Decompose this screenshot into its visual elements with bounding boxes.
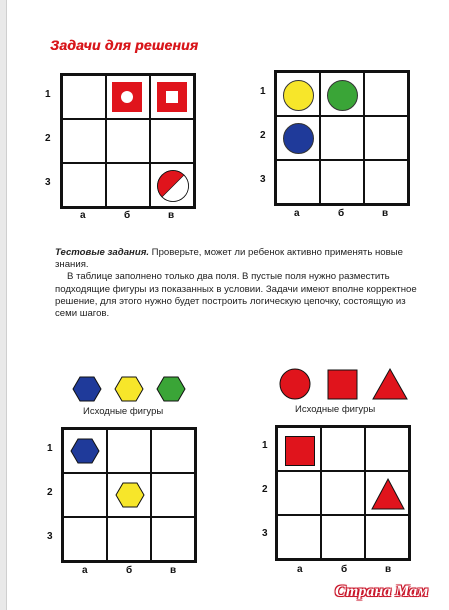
page-edge bbox=[0, 0, 7, 610]
grid1-cell-1a bbox=[62, 75, 106, 119]
instructions-text bbox=[55, 247, 425, 320]
grid1-cell-3b bbox=[106, 163, 150, 207]
grid4-cell-3a bbox=[277, 515, 321, 559]
yellow-hexagon-icon bbox=[114, 480, 146, 510]
grid1-cell-3a bbox=[62, 163, 106, 207]
grid1-cell-2c bbox=[150, 119, 194, 163]
grid2-cell-1b bbox=[320, 72, 364, 116]
grid4-row-label-2: 2 bbox=[262, 484, 268, 495]
red-white-diagonal-circle-icon bbox=[156, 169, 190, 203]
grid4-cell-2a bbox=[277, 471, 321, 515]
grid3-cell-2c bbox=[151, 473, 195, 517]
grid4-cell-1a bbox=[277, 427, 321, 471]
grid4-cell-1b bbox=[321, 427, 365, 471]
watermark: Страна Мам bbox=[335, 583, 429, 600]
puzzle-grid-2 bbox=[274, 70, 410, 206]
green-hexagon-icon bbox=[157, 377, 185, 401]
red-square-with-square-hole-icon bbox=[157, 82, 187, 112]
red-square-with-circle-hole-icon bbox=[112, 82, 142, 112]
grid2-cell-2b bbox=[320, 116, 364, 160]
grid3-row-label-1: 1 bbox=[47, 443, 53, 454]
grid1-col-label-a: а bbox=[80, 210, 86, 221]
page-title: Задачи для решения bbox=[50, 37, 199, 53]
grid1-cell-1b bbox=[106, 75, 150, 119]
paragraph-2: В таблице заполнено только два поля. В пустые поля нужно разместить подходящие фигуры из показанных в условии. Задачи имеют вполне корректное решение, для этого нужно будет построить логическую цепочку, состоящую из семи шагов. bbox=[55, 271, 417, 320]
grid3-col-label-c: в bbox=[170, 565, 177, 576]
grid3-cell-2b bbox=[107, 473, 151, 517]
grid3-cell-3c bbox=[151, 517, 195, 561]
grid4-col-label-b: б bbox=[341, 564, 348, 575]
grid1-row-label-1: 1 bbox=[45, 89, 51, 100]
yellow-circle-icon bbox=[283, 80, 314, 111]
grid1-row-label-3: 3 bbox=[45, 177, 51, 188]
grid2-row-label-3: 3 bbox=[260, 174, 266, 185]
green-circle-icon bbox=[327, 80, 358, 111]
blue-hexagon-icon bbox=[69, 436, 101, 466]
grid3-cell-1a bbox=[63, 429, 107, 473]
grid2-col-label-a: а bbox=[294, 208, 300, 219]
grid3-cell-3b bbox=[107, 517, 151, 561]
grid2-cell-3b bbox=[320, 160, 364, 204]
grid2-cell-3c bbox=[364, 160, 408, 204]
grid4-cell-2c bbox=[365, 471, 409, 515]
grid1-cell-2b bbox=[106, 119, 150, 163]
grid2-row-label-2: 2 bbox=[260, 130, 266, 141]
grid2-cell-2a bbox=[276, 116, 320, 160]
grid3-row-label-3: 3 bbox=[47, 531, 53, 542]
grid3-cell-3a bbox=[63, 517, 107, 561]
grid2-cell-3a bbox=[276, 160, 320, 204]
grid4-cell-2b bbox=[321, 471, 365, 515]
paragraph-1-lead: Тестовые задания. bbox=[55, 247, 150, 258]
grid2-cell-2c bbox=[364, 116, 408, 160]
grid4-col-label-a: а bbox=[297, 564, 303, 575]
grid3-cell-1c bbox=[151, 429, 195, 473]
red-square-icon bbox=[285, 436, 315, 466]
grid3-row-label-2: 2 bbox=[47, 487, 53, 498]
grid3-col-label-b: б bbox=[126, 565, 133, 576]
grid4-row-label-1: 1 bbox=[262, 440, 268, 451]
blue-hexagon-icon bbox=[73, 377, 101, 401]
source-figures-left-label: Исходные фигуры bbox=[83, 406, 164, 417]
red-square-icon bbox=[328, 370, 357, 399]
red-circle-icon bbox=[280, 369, 310, 399]
grid3-cell-2a bbox=[63, 473, 107, 517]
grid1-cell-1c bbox=[150, 75, 194, 119]
grid2-cell-1a bbox=[276, 72, 320, 116]
puzzle-grid-3 bbox=[61, 427, 197, 563]
grid1-col-label-c: в bbox=[168, 210, 175, 221]
paragraph-1 bbox=[55, 247, 425, 271]
grid1-cell-3c bbox=[150, 163, 194, 207]
grid2-col-label-b: б bbox=[338, 208, 345, 219]
puzzle-grid-4 bbox=[275, 425, 411, 561]
grid1-cell-2a bbox=[62, 119, 106, 163]
puzzle-grid-1 bbox=[60, 73, 196, 209]
paragraph-1-rest: Проверьте, может ли ребенок активно применять новые знания. bbox=[55, 247, 403, 271]
grid4-col-label-c: в bbox=[385, 564, 392, 575]
source-figures-left bbox=[66, 373, 192, 405]
source-figures-right-label: Исходные фигуры bbox=[295, 404, 376, 415]
grid4-cell-3b bbox=[321, 515, 365, 559]
grid4-cell-1c bbox=[365, 427, 409, 471]
grid4-cell-3c bbox=[365, 515, 409, 559]
yellow-hexagon-icon bbox=[115, 377, 143, 401]
grid1-row-label-2: 2 bbox=[45, 133, 51, 144]
grid1-col-label-b: б bbox=[124, 210, 131, 221]
grid3-col-label-a: а bbox=[82, 565, 88, 576]
grid4-row-label-3: 3 bbox=[262, 528, 268, 539]
red-triangle-icon bbox=[373, 369, 407, 399]
blue-circle-icon bbox=[283, 123, 314, 154]
grid2-row-label-1: 1 bbox=[260, 86, 266, 97]
red-triangle-icon bbox=[370, 477, 406, 511]
source-figures-right bbox=[276, 366, 412, 402]
grid3-cell-1b bbox=[107, 429, 151, 473]
grid2-cell-1c bbox=[364, 72, 408, 116]
grid2-col-label-c: в bbox=[382, 208, 389, 219]
